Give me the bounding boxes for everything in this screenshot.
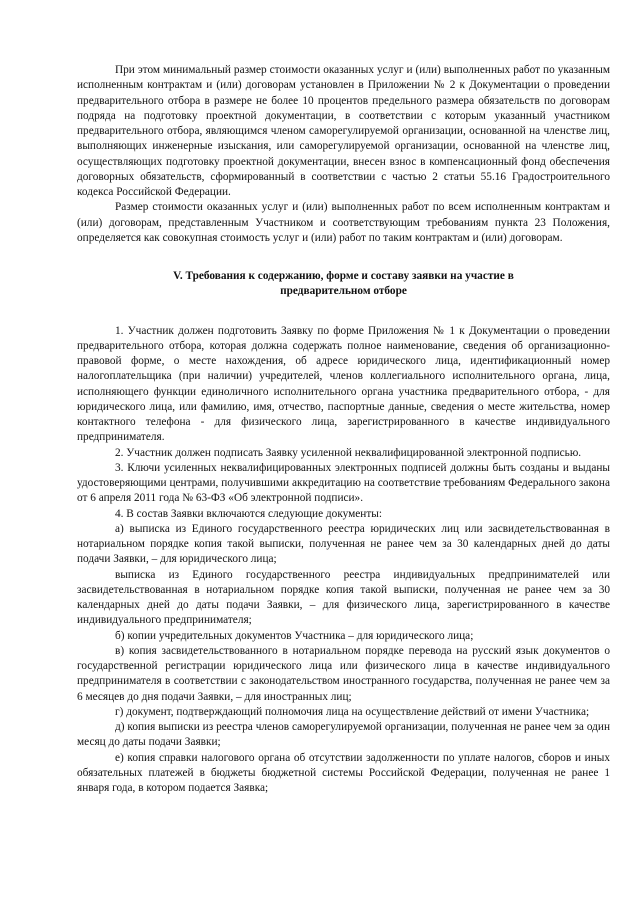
paragraph-item-2: 2. Участник должен подписать Заявку усиленной неквалифицированной электронной подписью.	[115, 446, 582, 459]
section-heading-line1: V. Требования к содержанию, форме и составу заявки на участие в	[173, 270, 514, 282]
section-heading-line2: предварительном отборе	[280, 285, 407, 298]
paragraph-item-4b: б) копии учредительных документов Участника – для юридического лица;	[115, 629, 474, 642]
paragraph-item-4a-ip: выписка из Единого государственного реестра индивидуальных предпринимателей или засвидетельствованная в нотариальном порядке копия такой выписки, полученная не ранее чем за 30 календарных дней до даты подачи Заявки, – для физического лица, зарегистрированного в качестве индивидуального предпринимателя;	[77, 568, 610, 627]
paragraph-item-4g: г) документ, подтверждающий полномочия лица на осуществление действий от имени Участника;	[115, 705, 590, 718]
paragraph-item-4v: в) копия засвидетельствованного в нотариальном порядке перевода на русский язык документов о государственной регистрации юридического лица или физического лица в качестве индивидуального предпринимателя в соответствии с законодательством иностранного государства, полученная не ранее чем за 6 месяцев до дня подачи Заявки, – для иностранных лиц;	[77, 644, 610, 703]
paragraph-item-4: 4. В состав Заявки включаются следующие документы:	[115, 507, 383, 520]
paragraph-item-1: 1. Участник должен подготовить Заявку по форме Приложения № 1 к Документации о проведении предварительного отбора, которая должна содержать полное наименование, сведения об организационно-правовой форме, о месте нахождения, об адресе юридического лица, идентификационный номер налогоплательщика (при наличии) учредителей, членов коллегиального исполнительного органа, лица, исполняющего функции единоличного исполнительного органа участника предварительного отбора, - для юридического лица, или фамилию, имя, отчество, паспортные данные, сведения о месте жительства, номер контактного телефона - для физического лица, зарегистрированного в качестве индивидуального предпринимателя.	[77, 324, 610, 444]
paragraph-item-4e: е) копия справки налогового органа об отсутствии задолженности по уплате налогов, сборов и иных обязательных платежей в бюджеты бюджетной системы Российской Федерации, полученная не ранее 1 января года, в котором подается Заявка;	[77, 751, 610, 794]
paragraph-item-3: 3. Ключи усиленных неквалифицированных электронных подписей должны быть созданы и выданы удостоверяющими центрами, получившими аккредитацию на соответствие требованиям Федерального закона от 6 апреля 2011 года № 63-ФЗ «Об электронной подписи».	[77, 461, 610, 505]
paragraph-item-4a: а) выписка из Единого государственного реестра юридических лиц или засвидетельствованная в нотариальном порядке копия такой выписки, полученная не ранее чем за 30 календарных дней до даты подачи Заявки, – для юридического лица;	[77, 522, 610, 566]
paragraph-total-cost: Размер стоимости оказанных услуг и (или) выполненных работ по всем исполненным контрактам и (или) договорам, представленным Участником и соответствующим требованиям пункта 23 Положения, определяется как совокупная стоимость услуг и (или) работ по таким контрактам и (или) договорам.	[77, 201, 610, 244]
section-heading	[77, 269, 610, 300]
paragraph-item-4d: д) копия выписки из реестра членов саморегулируемой организации, полученная не ранее чем за один месяц до даты подачи Заявки;	[77, 721, 610, 749]
paragraph-min-cost: При этом минимальный размер стоимости оказанных услуг и (или) выполненных работ по указанным исполненным контрактам и (или) договорам установлен в Приложении № 2 к Документации о проведении предварительного отбора в размере не более 10 процентов предельного размера обязательств по договорам подряда на подготовку проектной документации, в соответствии с которым указанный участником предварительного отбора, являющимся членом саморегулируемой организации, основанной на членстве лиц, выполняющих инженерные изыскания, или саморегулируемой организации, основанной на членстве лиц, осуществляющих подготовку проектной документации, внесен взнос в компенсационный фонд обеспечения договорных обязательств, сформированный в соответствии с частью 2 статьи 55.16 Градостроительного кодекса Российской Федерации.	[77, 64, 610, 198]
